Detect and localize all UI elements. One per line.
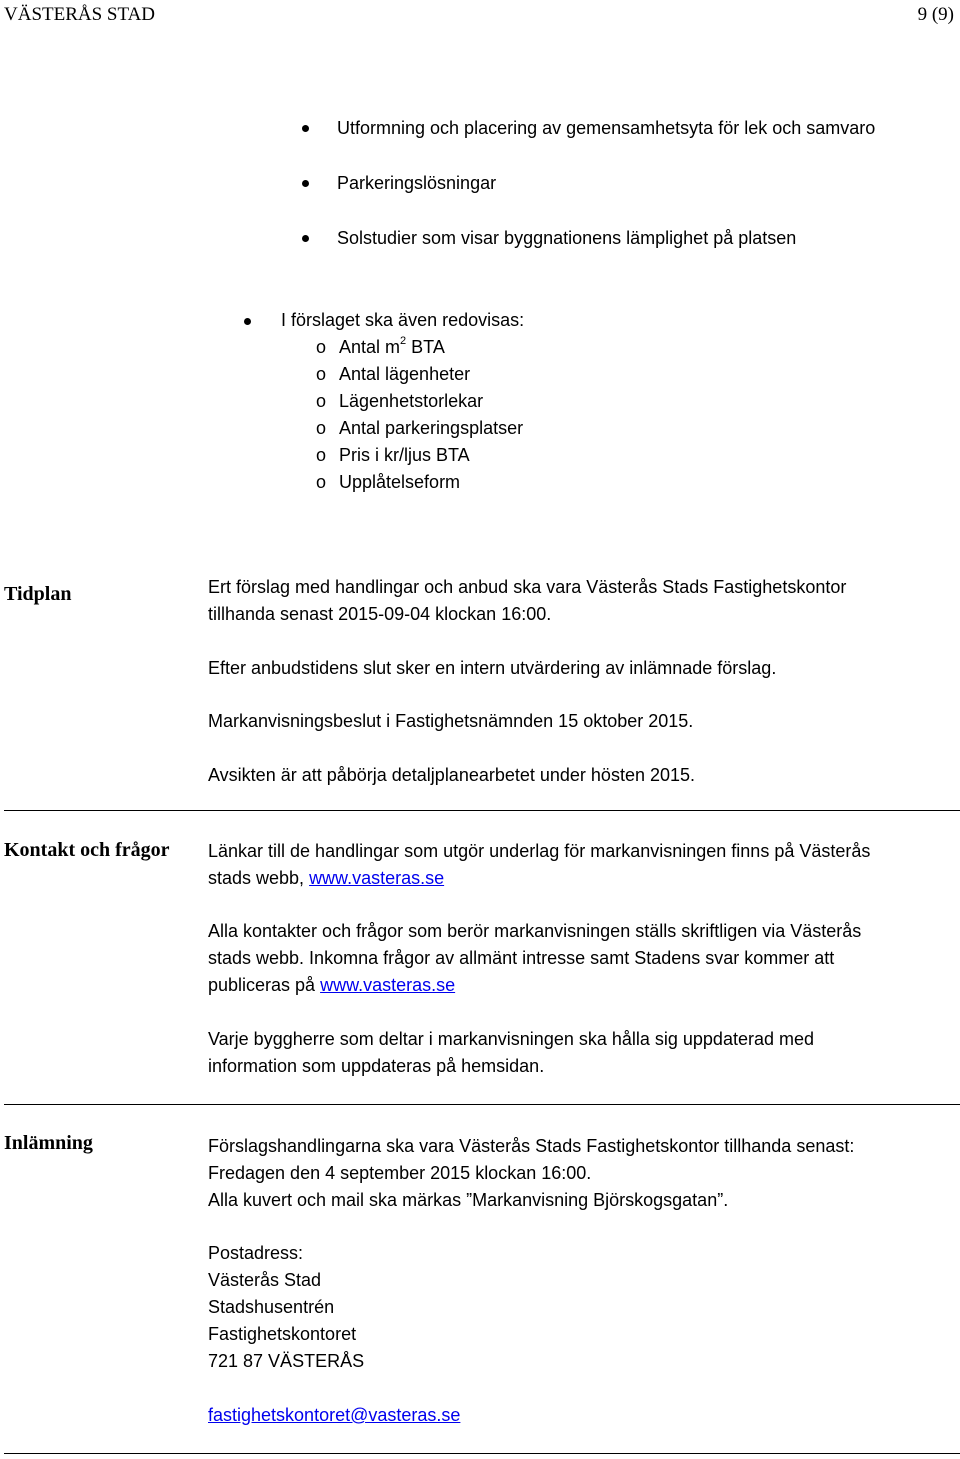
tidplan-paragraph-4: Avsikten är att påbörja detaljplanearbetet under hösten 2015. (208, 765, 696, 785)
header-title: VÄSTERÅS STAD (4, 4, 156, 25)
bullet-item-parking: Parkeringslösningar (337, 173, 497, 193)
sub-item-sizes: o Lägenhetstorlekar (316, 388, 483, 415)
section-heading-tidplan: Tidplan (4, 583, 72, 605)
section-heading-inlamning: Inlämning (4, 1132, 93, 1154)
sub-item-marker: o (316, 445, 327, 465)
sub-item-marker: o (316, 472, 327, 492)
bullet-dot (244, 318, 251, 325)
bullet-item-sun-studies: Solstudier som visar byggnationens lämplighet på platsen (337, 228, 797, 248)
section-divider (4, 810, 960, 811)
inlamning-line-1: Förslagshandlingarna ska vara Västerås Stads Fastighetskontor tillhanda senast: (208, 1136, 855, 1156)
sub-item-marker: o (316, 418, 327, 438)
section-divider (4, 1104, 960, 1105)
website-link[interactable]: www.vasteras.se (320, 975, 456, 995)
postal-address-line-2: Stadshusentrén (208, 1297, 335, 1317)
sub-item-marker: o (316, 391, 327, 411)
kontakt-paragraph-2-line-1: Alla kontakter och frågor som berör markanvisningen ställs skriftligen via Västerås (208, 921, 862, 941)
inlamning-line-2: Fredagen den 4 september 2015 klockan 16:00. (208, 1163, 592, 1183)
inlamning-line-3: Alla kuvert och mail ska märkas ”Markanvisning Björskogsgatan”. (208, 1190, 729, 1210)
kontakt-paragraph-3-line-1: Varje byggherre som deltar i markanvisningen ska hålla sig uppdaterad med (208, 1029, 814, 1049)
sub-item-parking: o Antal parkeringsplatser (316, 415, 523, 442)
bullet-dot (302, 125, 309, 132)
sub-item-price: o Pris i kr/ljus BTA (316, 442, 470, 469)
postal-address-line-4: 721 87 VÄSTERÅS (208, 1351, 365, 1371)
page-number: 9 (9) (917, 4, 954, 25)
postal-address-line-3: Fastighetskontoret (208, 1324, 357, 1344)
sub-item-apartments: o Antal lägenheter (316, 361, 470, 388)
website-link[interactable]: www.vasteras.se (309, 868, 445, 888)
section-heading-kontakt: Kontakt och frågor (4, 839, 170, 861)
bullet-dot (302, 180, 309, 187)
email-row (208, 1402, 460, 1429)
sub-item-area: o Antal $m^2$ BTA (316, 334, 445, 361)
kontakt-paragraph-1-line-1: Länkar till de handlingar som utgör underlag för markanvisningen finns på Västerås (208, 841, 871, 861)
kontakt-paragraph-1-line-2: stads webb, www.vasteras.se (208, 868, 445, 888)
tidplan-paragraph-1-line-2: tillhanda senast 2015-09-04 klockan 16:00. (208, 604, 552, 624)
section-divider (4, 1453, 960, 1454)
bullet-dot (302, 235, 309, 242)
postal-address-line-1: Västerås Stad (208, 1270, 322, 1290)
bullet-item-common-area: Utformning och placering av gemensamhetsyta för lek och samvaro (337, 118, 876, 138)
postal-address-label: Postadress: (208, 1243, 304, 1263)
tidplan-paragraph-2: Efter anbudstidens slut sker en intern utvärdering av inlämnade förslag. (208, 658, 777, 678)
sub-item-tenure: o Upplåtelseform (316, 469, 460, 496)
kontakt-paragraph-2-line-2: stads webb. Inkomna frågor av allmänt intresse samt Stadens svar kommer att (208, 948, 835, 968)
proposal-intro: I förslaget ska även redovisas: (281, 310, 525, 330)
kontakt-paragraph-2-line-3: publiceras på www.vasteras.se (208, 975, 456, 995)
tidplan-paragraph-3: Markanvisningsbeslut i Fastighetsnämnden 15 oktober 2015. (208, 711, 694, 731)
sub-item-marker: o (316, 364, 327, 384)
sub-item-marker: o (316, 337, 327, 357)
email-link[interactable]: fastighetskontoret@vasteras.se (208, 1405, 461, 1425)
kontakt-paragraph-3-line-2: information som uppdateras på hemsidan. (208, 1056, 545, 1076)
tidplan-paragraph-1-line-1: Ert förslag med handlingar och anbud ska vara Västerås Stads Fastighetskontor (208, 577, 847, 597)
